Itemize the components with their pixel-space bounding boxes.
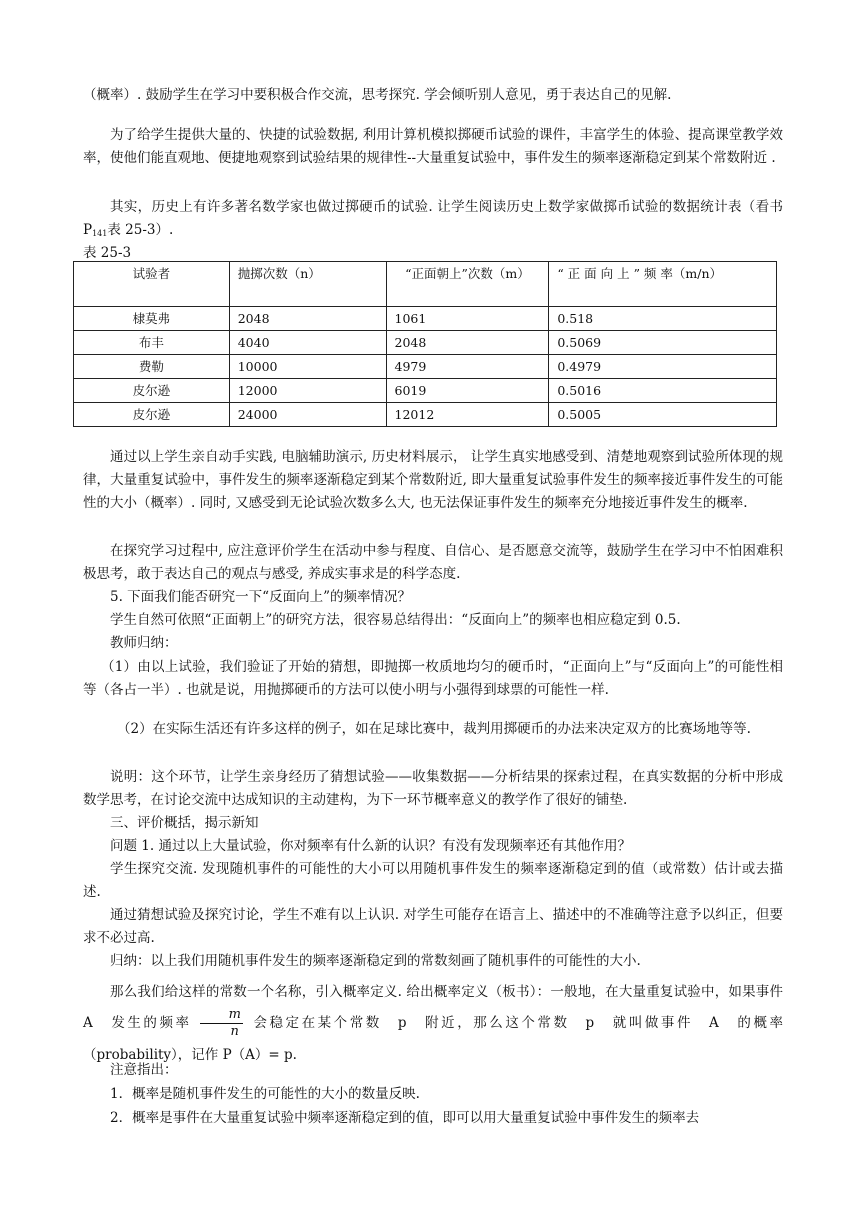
fraction-denominator: n <box>230 1024 239 1039</box>
list-item-1: 1．概率是随机事件发生的可能性的大小的数量反映. <box>110 1086 420 1102</box>
table-cell: 0.4979 <box>549 355 777 379</box>
table-cell: 0.5005 <box>549 403 777 427</box>
page-subscript: 141 <box>92 229 108 238</box>
table-cell: 0.518 <box>549 307 777 331</box>
paragraph-definition <box>83 977 797 1070</box>
table-cell: 12012 <box>386 403 549 427</box>
table-row <box>74 403 777 427</box>
paragraph-intro: （概率）. 鼓励学生在学习中要积极合作交流，思考探究. 学会倾听别人意见，勇于表达自己的见解. <box>83 87 672 103</box>
paragraph-induction: 归纳：以上我们用随机事件发生的频率逐渐稳定到的常数刻画了随机事件的可能性的大小. <box>110 953 641 969</box>
paragraph-question-5: 5. 下面我们能否研究一下“反面向上”的频率情况？ <box>110 589 411 605</box>
paragraph-history <box>83 196 783 245</box>
table-cell: 布丰 <box>74 331 230 355</box>
paragraph-point-2: （2）在实际生活还有许多这样的例子，如在足球比赛中，裁判用掷硬币的办法来决定双方的比赛场地等等. <box>117 721 751 737</box>
list-item-2: 2．概率是事件在大量重复试验中频率逐渐稳定到的值，即可以用大量重复试验中事件发生的频率去 <box>110 1110 700 1126</box>
paragraph-student-answer: 学生自然可依照“正面朝上”的研究方法，很容易总结得出：“反面向上”的频率也相应稳定到 0.5. <box>110 612 681 628</box>
paragraph-summary: 通过以上学生亲自动手实践, 电脑辅助演示, 历史材料展示， 让学生真实地感受到、清楚地观察到试验所体现的规律，大量重复试验中，事件发生的频率逐渐稳定到某个常数附近, 即大量重复试验事件发生的频率接近事件发生的可能性的大小（概率）. 同时, 又感受到无论试验次数多么大, 也无法保证事件发生的频率充分地接近事件发生的概率. <box>83 449 783 511</box>
paragraph-evaluation: 在探究学习过程中, 应注意评价学生在活动中参与程度、自信心、是否愿意交流等，鼓励学生在学习中不怕困难积极思考，敢于表达自己的观点与感受, 养成实事求是的科学态度. <box>83 543 783 582</box>
paragraph-simulation: 为了给学生提供大量的、快捷的试验数据, 利用计算机模拟掷硬币试验的课件，丰富学生的体验、提高课堂教学效率，使他们能直观地、便捷地观察到试验结果的规律性--大量重复试验中，事件发生的频率逐渐稳定到某个常数附近 . <box>83 127 783 166</box>
table-cell: 4040 <box>229 331 386 355</box>
frequency-fraction <box>200 1007 243 1040</box>
header-cell: 抛掷次数（n） <box>229 262 386 307</box>
paragraph-note: 注意指出： <box>110 1062 178 1078</box>
header-cell: “ 正 面 向 上 ” 频 率（m/n） <box>549 262 777 307</box>
paragraph-explanation: 说明：这个环节，让学生亲身经历了猜想试验——收集数据——分析结果的探索过程，在真实数据的分析中形成数学思考，在讨论交流中达成知识的主动建构，为下一环节概率意义的教学作了很好的铺垫. <box>83 769 783 808</box>
table-cell: 2048 <box>229 307 386 331</box>
header-cell: 试验者 <box>74 262 230 307</box>
table-cell: 费勒 <box>74 355 230 379</box>
definition-text-end: 会稳定在某个常数 p 附近，那么这个常数 p 就叫做事件 A 的概率（probability），记作 P（A）= p. <box>83 1015 783 1063</box>
table-row <box>74 379 777 403</box>
table-cell: 6019 <box>386 379 549 403</box>
table-cell: 棣莫弗 <box>74 307 230 331</box>
table-cell: 12000 <box>229 379 386 403</box>
paragraph-student-exploration: 学生探究交流. 发现随机事件的可能性的大小可以用随机事件发生的频率逐渐稳定到的值（或常数）估计或去描述. <box>83 861 783 900</box>
fraction-numerator: m <box>200 1007 243 1024</box>
table-cell: 皮尔逊 <box>74 403 230 427</box>
table-cell: 0.5069 <box>549 331 777 355</box>
definition-text: 那么我们给这样的常数一个名称，引入概率定义. 给出概率定义（板书）：一般地，在大量重复试验中，如果事件 A 发生的频率 <box>83 984 797 1031</box>
header-cell: “正面朝上”次数（m） <box>386 262 549 307</box>
table-cell: 4979 <box>386 355 549 379</box>
section-heading: 三、评价概括，揭示新知 <box>110 815 259 831</box>
history-text: 其实，历史上有许多著名数学家也做过掷硬币的试验. 让学生阅读历史上数学家做掷币试验的数据统计表（看书 P <box>83 199 783 238</box>
table-row <box>74 307 777 331</box>
table-cell: 10000 <box>229 355 386 379</box>
table-cell: 1061 <box>386 307 549 331</box>
table-cell: 24000 <box>229 403 386 427</box>
table-row <box>74 355 777 379</box>
table-cell: 0.5016 <box>549 379 777 403</box>
paragraph-guess-discussion: 通过猜想试验及探究讨论，学生不难有以上认识. 对学生可能存在语言上、描述中的不准确等注意予以纠正，但要求不必过高. <box>83 907 783 946</box>
table-cell: 2048 <box>386 331 549 355</box>
paragraph-question-1: 问题 1. 通过以上大量试验，你对频率有什么新的认识？有没有发现频率还有其他作用？ <box>110 838 631 854</box>
paragraph-teacher-summary: 教师归纳： <box>110 635 178 651</box>
table-header-row <box>74 262 777 307</box>
table-row <box>74 331 777 355</box>
paragraph-point-1: （1）由以上试验，我们验证了开始的猜想，即抛掷一枚质地均匀的硬币时，“正面向上”与“反面向上”的可能性相等（各占一半）. 也就是说，用抛掷硬币的方法可以使小明与小强得到球票的可能性一样. <box>83 659 783 698</box>
coin-toss-table <box>73 261 777 427</box>
table-caption: 表 25-3 <box>83 245 132 261</box>
table-cell: 皮尔逊 <box>74 379 230 403</box>
history-text-end: 表 25-3）. <box>107 222 174 238</box>
